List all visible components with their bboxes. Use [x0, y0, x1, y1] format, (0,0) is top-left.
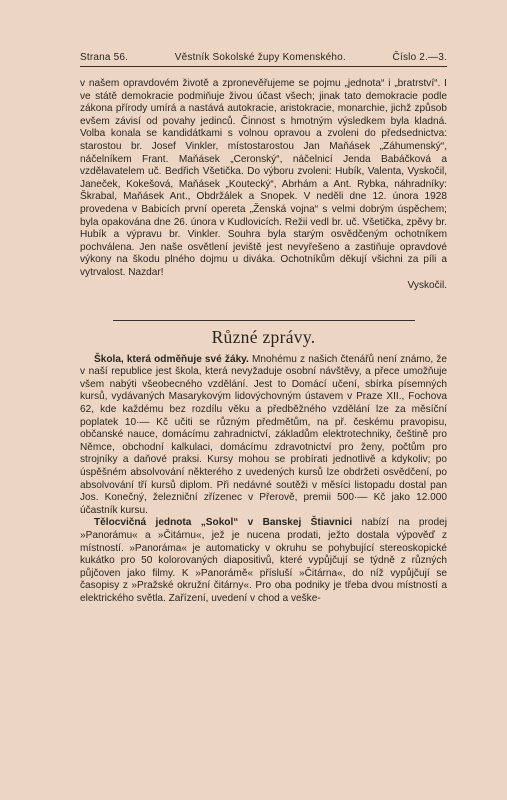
news-item	[80, 517, 447, 605]
news-item	[80, 354, 447, 518]
news-item-text: nabízí na prodej »Panorámu« a »Čitárnu«, jež je nucena prodati, ježto dostala výpověď z místností. »Panoráma« je automaticky v okruhu se pohybující stereoskopické kukátko pro 50 kolorovaných diapositivů, které vypůjčují se týdně z různých půjčoven jako filmy. K »Panorámě« přísluší »Čitárna«, do níž vypůjčují se časopisy z »Pražské okružní čitárny«. Pro oba podniky je třeba dvou místností a elektrického světla. Zařízení, uvedení v chod a veške-	[80, 517, 447, 604]
article-body	[80, 78, 447, 606]
page-number: Strana 56.	[80, 52, 129, 63]
journal-title: Věstník Sokolské župy Komenského.	[174, 52, 346, 63]
news-item-heading: Tělocvičná jednota „Sokol“ v Banskej Štiavnici	[94, 517, 353, 529]
report-paragraph: v našem opravdovém životě a zpronevěřujeme se pojmu „jednota“ i „bratrství“. I ve státě demokracie podmiňuje živou účast všech; jinak tato demokracie podle zákona přírody umírá a nastává autokracie, aristokracie, monarchie, jichž způsob evšem závisí od povahy jedinců. Činnost s hmotným výsledkem byla kladná. Volba konala se kandidátkami s volnou opravou a zvoleni do předsednictva: starostou br. Josef Vinkler, místostarostou Jan Maňásek „Záhumenský“, náčelníkem Frant. Maňásek „Ceronský“, náčelnicí Jenda Babáčková a vzdělavatelem uč. Bedřich Všetička. Do výboru zvoleni: Hubík, Valenta, Vyskočil, Janeček, Kokešová, Maňásek „Koutecký“, Abrhám a Ant. Rybka, náhradníky: Škrabal, Maňásek Ant., Obdržálek a Snopek. V neděli dne 12. února 1928 provedena v Babicích první opereta „Ženská vojna“ s velmi dobrým úspěchem; byla opakována dne 26. února v Kudlovicích. Režii vedl br. uč. Všetička, zpěvy br. Hubík a výpravu br. Vinkler. Souhra byla starým osvědčeným ochotníkem pochválena. Jen naše osvětlení jeviště jest nevyřešeno a zastiňuje opravdové výkony na škodu plného dojmu u diváka. Ochotníkům děkují všichni za píli a vytrvalost. Nazdar!	[80, 78, 447, 278]
author-signature: Vyskočil.	[407, 279, 447, 291]
running-header	[80, 52, 447, 67]
section-title: Různé zprávy.	[211, 327, 316, 348]
issue-number: Číslo 2.—3.	[392, 52, 447, 63]
section-divider	[113, 320, 415, 321]
news-item-heading: Škola, která odměňuje své žáky.	[94, 353, 249, 365]
news-item-text: Mnohému z našich čtenářů není známo, že v naší republice jest škola, která nevyžaduje osobní návštěvy, a přece umožňuje všem nabýti všeobecného vzdělání. Jest to Domácí učení, sbírka písemných kursů, vydávaných Masarykovým lidovýchovným ústavem v Praze XII., Fochova 62, kde každému bez rozdílu věku a předběžného vzdělání lze za měsíční poplatek 10·— Kč učiti se různým předmětům, na př. českému pravopisu, občanské nauce, domácímu zahradnictví, základům elektrotechniky, češtině pro Němce, obchodní kalkulaci, domácímu zdravotnictví pro ženy, počtům pro strojníky a daňové praksi. Kursy mohou se probírati jednotlivě a kdykoliv; po úspěšném absolvování některého z uvedených kursů lze obdržeti osvědčení, po absolvování tří kursů diplom. Při nedávné soutěži v měsíci listopadu dostal pan Jos. Konečný, železniční zřízenec v Přerově, premii 500·— Kč jako 12.000 účastník kursu.	[80, 353, 447, 516]
